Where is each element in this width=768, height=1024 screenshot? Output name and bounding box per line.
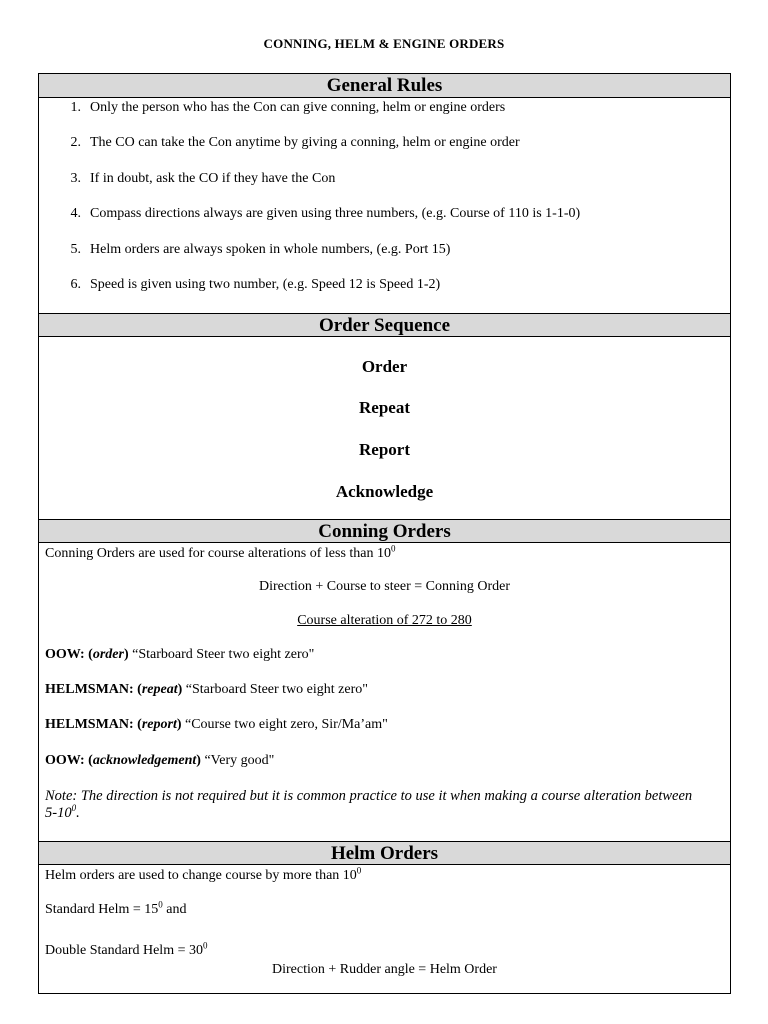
- degree-sup: 0: [356, 865, 362, 876]
- standard-helm: [45, 901, 724, 918]
- sequence-step-repeat: Repeat: [359, 398, 410, 417]
- rule-text: Compass directions always are given using three numbers, (e.g. Course of 110 is 1-1-0): [90, 206, 581, 221]
- helm-formula: Direction + Rudder angle = Helm Order: [272, 962, 497, 977]
- rule-number: 6.: [70, 277, 81, 292]
- conning-example-title: [39, 612, 730, 629]
- speaker-close: ): [196, 753, 201, 768]
- helm-intro-text: Helm orders are used to change course by more than 10: [45, 868, 357, 883]
- helm-orders-heading: Helm Orders: [39, 841, 730, 865]
- quote-text: “Course two eight zero, Sir/Ma’am": [181, 717, 388, 732]
- standard-helm-text: Standard Helm = 15: [45, 902, 159, 917]
- speaker-close: ): [177, 682, 183, 697]
- degree-sup: 0: [158, 899, 163, 910]
- rule-text: Speed is given using two number, (e.g. Speed 12 is Speed 1-2): [90, 277, 441, 292]
- role-label: acknowledgement: [92, 753, 197, 768]
- role-label: order: [92, 647, 124, 662]
- conning-orders-heading: Conning Orders: [39, 519, 730, 543]
- role-label: report: [141, 717, 177, 732]
- note-end: .: [76, 805, 80, 821]
- note-line-2: 5-10: [45, 805, 72, 821]
- document-title: CONNING, HELM & ENGINE ORDERS: [263, 36, 505, 51]
- quote-text: “Very good": [200, 753, 275, 768]
- speaker-close: ): [123, 647, 129, 662]
- example-title-text: Course alteration of 272 to 280: [297, 613, 472, 628]
- helm-intro: [45, 867, 724, 884]
- sequence-step-report: Report: [359, 440, 410, 459]
- degree-sup: 0: [71, 803, 77, 814]
- double-standard-helm-text: Double Standard Helm = 30: [45, 943, 203, 958]
- rule-number: 4.: [70, 206, 81, 221]
- rule-number: 2.: [70, 135, 81, 150]
- speaker-label: OOW: (: [45, 647, 93, 662]
- conning-note: [45, 788, 724, 822]
- rule-text: If in doubt, ask the CO if they have the Con: [90, 171, 336, 186]
- rule-text: Only the person who has the Con can give conning, helm or engine orders: [90, 100, 506, 115]
- rule-text: The CO can take the Con anytime by giving a conning, helm or engine order: [90, 135, 520, 150]
- standard-helm-end: and: [162, 902, 187, 917]
- degree-sup: 0: [202, 940, 208, 951]
- double-standard-helm: [45, 942, 724, 959]
- order-sequence-heading: Order Sequence: [39, 313, 730, 337]
- conning-intro: [45, 545, 724, 562]
- sequence-step-acknowledge: Acknowledge: [335, 482, 434, 501]
- rule-text: Helm orders are always spoken in whole numbers, (e.g. Port 15): [90, 242, 451, 257]
- speaker-label: HELMSMAN: (: [45, 682, 142, 697]
- rule-number: 3.: [70, 171, 81, 186]
- general-rules-heading: General Rules: [39, 74, 730, 98]
- quote-text: “Starboard Steer two eight zero": [128, 647, 315, 662]
- sequence-step-order: Order: [361, 357, 408, 376]
- dialogue-line-helmsman-report: [45, 716, 724, 733]
- role-label: repeat: [141, 682, 178, 697]
- conning-formula: Direction + Course to steer = Conning Order: [258, 579, 510, 594]
- dialogue-line-oow-acknowledgement: [45, 752, 724, 769]
- speaker-label: OOW: (: [45, 753, 93, 768]
- conning-intro-text: Conning Orders are used for course alterations of less than 10: [45, 546, 392, 561]
- dialogue-line-oow-order: [45, 646, 724, 663]
- dialogue-line-helmsman-repeat: [45, 681, 724, 698]
- degree-sup: 0: [391, 543, 396, 554]
- rule-number: 1.: [70, 100, 81, 115]
- speaker-label: HELMSMAN: (: [45, 717, 142, 732]
- quote-text: “Starboard Steer two eight zero": [182, 682, 368, 697]
- speaker-close: ): [176, 717, 182, 732]
- orders-table: [38, 73, 731, 994]
- rule-number: 5.: [70, 242, 81, 257]
- note-line-1: Note: The direction is not required but it is common practice to use it when making a course alteration between: [45, 788, 693, 804]
